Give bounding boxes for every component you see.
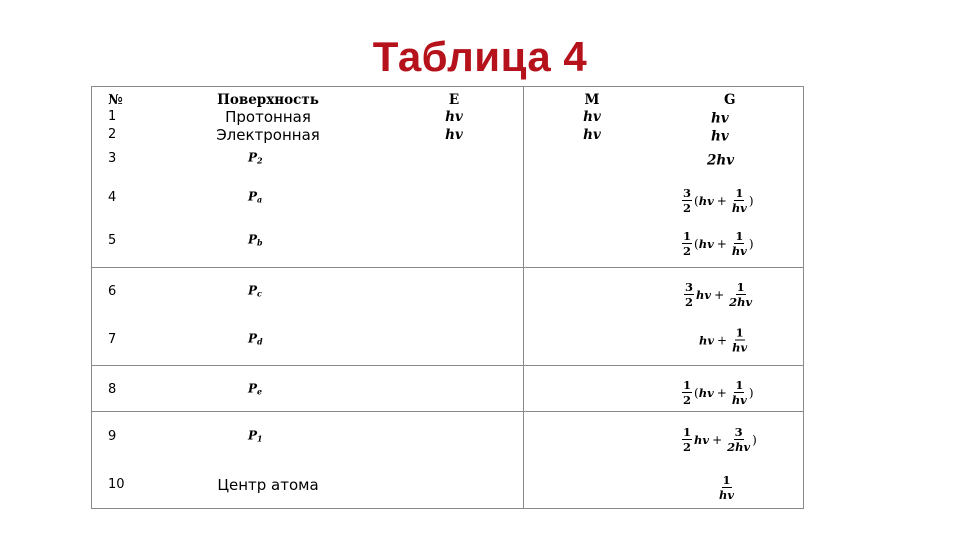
coefficient-fraction-numerator: 1 (683, 425, 692, 439)
surface-name: Электронная (216, 126, 320, 144)
slide-title: Таблица 4 (372, 33, 588, 80)
coefficient-fraction-denominator: 2 (685, 295, 694, 309)
value-g (717, 469, 897, 501)
value-g (680, 421, 860, 453)
term-fraction (729, 281, 752, 308)
coefficient-fraction-numerator: 1 (683, 378, 692, 392)
row-number: 4 (108, 190, 117, 205)
row-divider (92, 411, 803, 412)
formula-g (717, 474, 736, 501)
surface-symbol-letter: P (248, 381, 258, 396)
term-fraction-denominator: hv (732, 340, 748, 355)
formula-g (682, 281, 754, 308)
value-g (682, 276, 862, 308)
term-fraction-numerator: 1 (735, 229, 744, 243)
coefficient-fraction-denominator: 2 (683, 201, 692, 215)
plus-operator: + (716, 236, 727, 251)
formula-text: hv (711, 128, 729, 145)
formula-variable: hv (699, 333, 715, 347)
close-paren: ) (748, 193, 754, 208)
header-m: M (584, 92, 600, 108)
value-g (711, 126, 891, 145)
formula-variable: hv (698, 385, 714, 400)
surface-symbol-letter: P (248, 232, 258, 247)
row-number: 10 (108, 477, 125, 492)
coefficient-fraction-numerator: 3 (685, 280, 694, 294)
coefficient-fraction-denominator: 2 (683, 244, 692, 258)
surface-symbol (248, 189, 262, 208)
header-e: E (448, 92, 460, 108)
open-paren: ( (694, 193, 699, 208)
surface-symbol-subscript: c (257, 288, 262, 299)
coefficient-fraction (682, 379, 692, 406)
term-fraction-denominator: 2hv (729, 295, 753, 309)
surface-symbol (248, 283, 262, 302)
term-fraction-numerator: 1 (735, 186, 744, 200)
formula-variable: hv (698, 236, 714, 251)
open-paren: ( (694, 236, 699, 251)
surface-name: Протонная (225, 108, 311, 126)
row-number: 5 (108, 233, 117, 248)
surface-symbol-letter: P (248, 150, 258, 165)
row-divider (92, 267, 803, 268)
value-g (699, 327, 879, 354)
term-fraction-numerator: 1 (736, 280, 745, 294)
coefficient-fraction-denominator: 2 (683, 393, 692, 407)
surface-symbol-subscript: 1 (257, 433, 263, 444)
formula-g (711, 129, 729, 145)
value-g (680, 225, 860, 257)
plus-operator: + (716, 385, 727, 400)
close-paren: ) (748, 236, 754, 251)
term-fraction-numerator: 1 (735, 325, 744, 340)
surface-symbol-letter: P (248, 283, 258, 298)
row-number: 2 (108, 127, 117, 142)
formula-text: 2hv (707, 152, 735, 169)
surface-symbol-subscript: d (257, 336, 263, 347)
coefficient-fraction-numerator: 1 (683, 229, 692, 243)
surface-symbol-letter: P (248, 189, 258, 204)
term-fraction (732, 230, 747, 257)
term-fraction (732, 327, 747, 354)
value-e: hv (445, 109, 463, 125)
term-fraction-numerator: 3 (734, 425, 743, 439)
term-fraction (732, 187, 747, 214)
coefficient-fraction (682, 187, 692, 214)
close-paren: ) (752, 432, 757, 447)
term-fraction (732, 379, 747, 406)
value-g (680, 182, 860, 214)
term-fraction (727, 426, 750, 453)
row-number: 6 (108, 284, 117, 299)
formula-g (680, 187, 754, 214)
formula-g (680, 426, 757, 453)
surface-symbol-subscript: 2 (257, 155, 263, 166)
term-fraction-denominator: 2hv (727, 440, 751, 454)
surface-name: Центр атома (217, 476, 319, 494)
formula-g (699, 327, 749, 354)
formula-g (680, 379, 754, 406)
formula-g (711, 111, 729, 127)
surface-symbol (248, 150, 263, 169)
surface-symbol-letter: P (248, 428, 258, 443)
surface-symbol (248, 428, 263, 447)
formula-variable: hv (696, 287, 712, 302)
term-fraction-denominator: hv (731, 393, 747, 407)
surface-symbol (248, 381, 262, 400)
value-m: hv (583, 109, 601, 125)
row-number: 1 (108, 109, 117, 124)
coefficient-fraction (684, 281, 694, 308)
surface-symbol-subscript: a (257, 194, 263, 205)
header-number: № (108, 92, 123, 108)
formula-text: hv (711, 110, 729, 127)
coefficient-fraction-denominator: 2 (683, 440, 692, 454)
header-surface: Поверхность (217, 92, 319, 108)
surface-symbol-subscript: b (257, 237, 263, 248)
plus-operator: + (714, 287, 725, 302)
term-fraction-denominator: hv (719, 488, 735, 502)
row-number: 3 (108, 151, 117, 166)
surface-symbol (248, 232, 263, 251)
term-fraction-numerator: 1 (722, 473, 731, 487)
data-table (91, 86, 804, 509)
term-fraction (719, 474, 734, 501)
value-m: hv (583, 127, 601, 143)
formula-variable: hv (694, 432, 710, 447)
plus-operator: + (712, 432, 723, 447)
open-paren: ( (694, 385, 699, 400)
surface-symbol (248, 331, 263, 350)
plus-operator: + (717, 333, 728, 347)
row-number: 9 (108, 429, 117, 444)
term-fraction-numerator: 1 (735, 378, 744, 392)
formula-g (707, 153, 734, 169)
term-fraction-denominator: hv (731, 201, 747, 215)
surface-symbol-letter: P (248, 331, 258, 346)
row-divider (92, 365, 803, 366)
close-paren: ) (748, 385, 754, 400)
surface-symbol-subscript: e (257, 386, 263, 397)
row-number: 7 (108, 332, 117, 347)
header-g: G (724, 92, 736, 108)
coefficient-fraction (682, 230, 692, 257)
value-g (707, 150, 887, 169)
formula-variable: hv (698, 193, 714, 208)
column-divider (523, 87, 524, 508)
coefficient-fraction-numerator: 3 (683, 186, 692, 200)
plus-operator: + (716, 193, 727, 208)
term-fraction-denominator: hv (731, 244, 747, 258)
coefficient-fraction (682, 426, 692, 453)
value-g (711, 108, 891, 127)
formula-g (680, 230, 754, 257)
value-g (680, 374, 860, 406)
value-e: hv (445, 127, 463, 143)
row-number: 8 (108, 382, 117, 397)
